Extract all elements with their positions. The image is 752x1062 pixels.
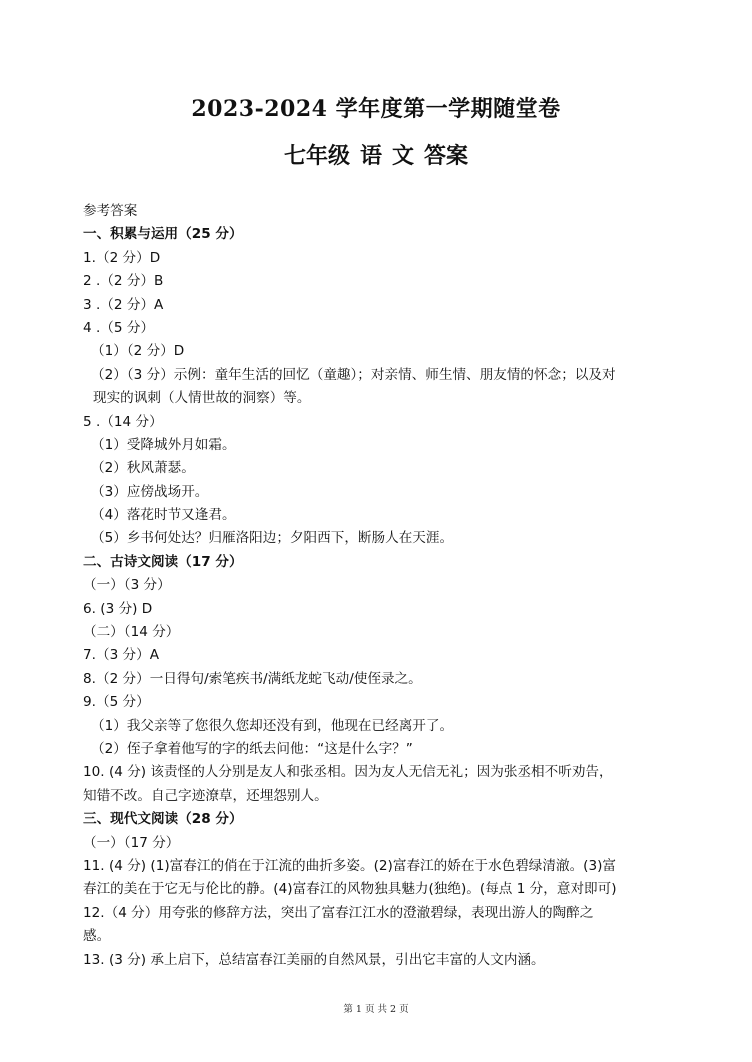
document-title: 2023-2024 学年度第一学期随堂卷 [191,96,561,122]
answer-line: 2 .（2 分）B [83,273,164,290]
answer-line: 参考答案 [83,203,138,219]
subtitle-answer: 答案 [424,143,469,169]
answer-line: 6. (3 分) D [83,600,153,617]
answer-line: 3 .（2 分）A [83,296,164,313]
page-footer: 第 1 页 共 2 页 [343,1004,409,1015]
subtitle-subject-2: 文 [392,143,415,169]
answer-line: 4 .（5 分） [83,319,155,336]
answer-line: 9.（5 分） [83,694,150,711]
answer-line: 8.（2 分）一日得句/索笔疾书/满纸龙蛇飞动/使侄录之。 [83,670,422,687]
answer-line: 知错不改。自己字迹潦草，还埋怨别人。 [83,787,328,804]
answer-line: （5）乡书何处达？归雁洛阳边；夕阳西下，断肠人在天涯。 [91,530,454,547]
answer-line: （4）落花时节又逢君。 [91,507,236,524]
answer-line: 1.（2 分）D [83,249,161,266]
answer-line: （1）我父亲等了您很久您却还没有到，他现在已经离开了。 [91,717,454,734]
answer-line: 5 .（14 分） [83,413,163,430]
answer-line: 11. (4 分) (1)富春江的俏在于江流的曲折多姿。(2)富春江的娇在于水色碧绿清澈。(3)富 [83,857,617,874]
answer-line: 春江的美在于它无与伦比的静。(4)富春江的风物独具魅力(独绝)。(每点 1 分，意对即可) [83,881,617,898]
answer-line: （2）秋风萧瑟。 [91,460,195,477]
answer-line: （2）（3 分）示例：童年生活的回忆（童趣）；对亲情、师生情、朋友情的怀念；以及对 [91,366,616,383]
answer-line: 12.（4 分）用夸张的修辞方法，突出了富春江江水的澄澈碧绿，表现出游人的陶醉之 [83,904,594,921]
document-subtitle [0,139,752,170]
answer-line: （二）（14 分） [83,624,180,641]
answer-line: （3）应傍战场开。 [91,483,209,500]
answer-line: （1）受降城外月如霜。 [91,436,236,453]
answer-line: （2）侄子拿着他写的字的纸去问他：“这是什么字？” [91,740,413,757]
answer-line: （1）（2 分）D [91,343,185,360]
answer-line: 感。 [83,928,111,945]
section-heading: 二、古诗文阅读（17 分） [83,553,243,570]
answer-line: 13. (3 分) 承上启下，总结富春江美丽的自然风景，引出它丰富的人文内涵。 [83,951,545,968]
section-heading: 一、积累与运用（25 分） [83,226,243,243]
answer-line: 10. (4 分) 该责怪的人分别是友人和张丞相。因为友人无信无礼；因为张丞相不听劝告， [83,764,613,781]
answer-body [83,200,683,972]
section-heading: 三、现代文阅读（28 分） [83,811,243,828]
answer-line: （一）（17 分） [83,834,180,851]
subtitle-grade: 七年级 [283,143,350,169]
answer-line: 现实的讽刺（人情世故的洞察）等。 [93,390,311,407]
answer-line: （一）（3 分） [83,577,171,594]
subtitle-subject-1: 语 [359,143,382,169]
answer-line: 7.（3 分）A [83,647,160,664]
